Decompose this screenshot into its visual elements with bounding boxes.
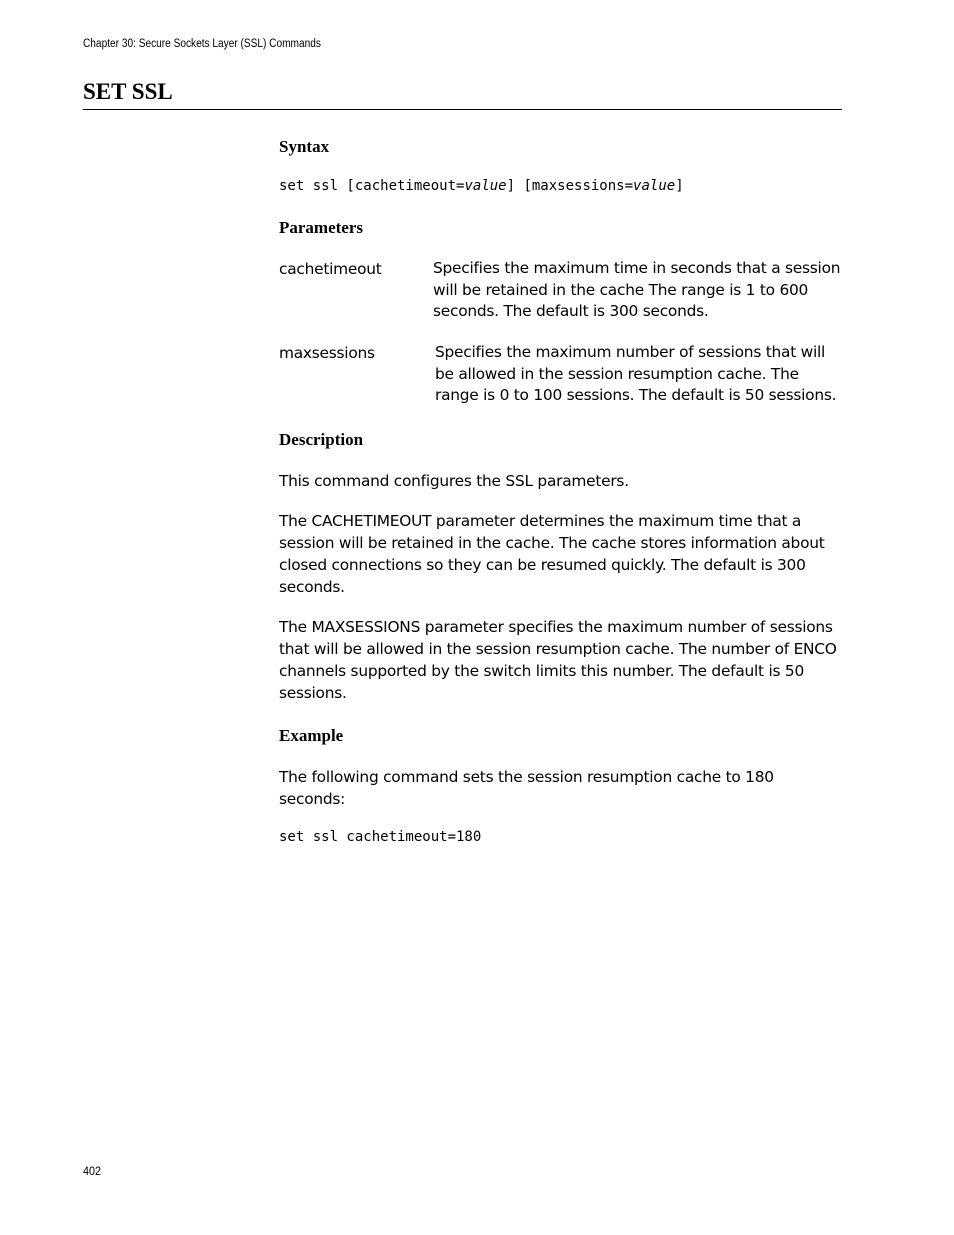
syntax-middle: ] [maxsessions= (506, 178, 634, 194)
title-rule (83, 109, 842, 110)
example-command: set ssl cachetimeout=180 (279, 829, 482, 845)
syntax-prefix: set ssl [cachetimeout= (279, 178, 465, 194)
example-heading: Example (279, 726, 344, 745)
syntax-heading: Syntax (279, 137, 330, 156)
param-name-cachetimeout: cachetimeout (279, 260, 382, 278)
running-header: Chapter 30: Secure Sockets Layer (SSL) Commands (83, 38, 321, 50)
syntax-suffix: ] (675, 178, 684, 194)
syntax-value-placeholder: value (633, 178, 676, 194)
syntax-command (279, 176, 684, 196)
param-desc-cachetimeout: Specifies the maximum time in seconds that a session will be retained in the cache The range is 1 to 600 seconds. The default is 300 seconds. (433, 259, 841, 320)
parameters-heading: Parameters (279, 218, 364, 237)
syntax-value-placeholder: value (464, 178, 507, 194)
description-paragraph: The CACHETIMEOUT parameter determines the maximum time that a session will be retained in the cache. The cache stores information about closed connections so they can be resumed quickly. The default is 300 seconds. (279, 512, 825, 596)
page-title: SET SSL (83, 79, 173, 104)
param-desc-maxsessions: Specifies the maximum number of sessions that will be allowed in the session resumption cache. The range is 0 to 100 sessions. The default is 50 sessions. (435, 343, 837, 404)
example-text: The following command sets the session resumption cache to 180 seconds: (279, 768, 774, 808)
page-number: 402 (83, 1164, 102, 1178)
param-name-maxsessions: maxsessions (279, 344, 375, 362)
description-paragraph: This command configures the SSL parameters. (279, 472, 629, 490)
description-paragraph: The MAXSESSIONS parameter specifies the maximum number of sessions that will be allowed in the session resumption cache. The number of ENCO channels supported by the switch limits this number. The default is 50 sessions. (279, 618, 837, 702)
description-heading: Description (279, 430, 364, 449)
